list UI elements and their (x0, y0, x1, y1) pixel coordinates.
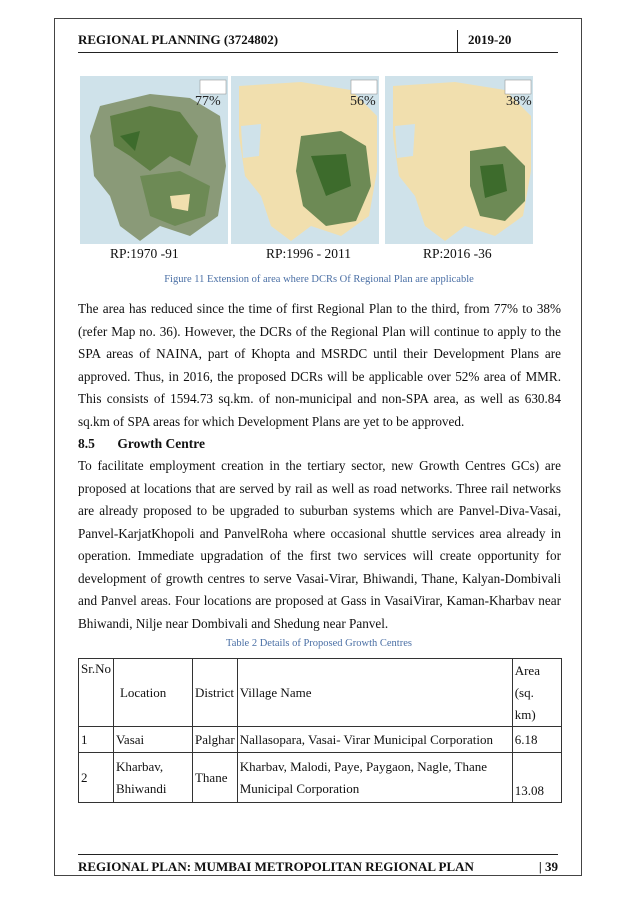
header-area (512, 659, 561, 727)
cell-village (237, 753, 512, 803)
cell-location: Vasai (113, 727, 192, 753)
header-divider (457, 30, 458, 52)
growth-centres-table (78, 658, 562, 803)
cell-village-line1: Kharbav, Malodi, Paye, Paygaon, Nagle, Thane (239, 758, 487, 774)
footer-title: REGIONAL PLAN: MUMBAI METROPOLITAN REGIONAL PLAN (78, 859, 474, 874)
page-footer (78, 854, 558, 877)
map-2016 (385, 76, 533, 244)
section-number: 8.5 (78, 436, 95, 451)
cell-area: 13.08 (512, 753, 561, 803)
map-1996-percent: 56% (350, 94, 376, 109)
map-1970-percent: 77% (195, 94, 221, 109)
map-1970-label: RP:1970 -91 (110, 246, 179, 261)
map-2016-label: RP:2016 -36 (423, 246, 492, 261)
section-title: Growth Centre (117, 436, 205, 451)
header-location: Location (113, 659, 192, 727)
map-1996 (231, 76, 379, 244)
header-title: REGIONAL PLANNING (3724802) (78, 32, 279, 47)
header-village: Village Name (237, 659, 512, 727)
header-area-line1: Area (514, 662, 540, 678)
paragraph-dcr-area: The area has reduced since the time of first Regional Plan to the third, from 77% to 38% (refer Map no. 36). However, the DCRs of the Regional Plan will continue to apply to the SPA areas of NAINA, part of Khopta and MSRDC until their Development Plans are approved. Thus, in 2016, the proposed DCRs will be applicable over 52% area of MMR. This consists of 1594.73 sq.km. of non-municipal and non-SPA area, as well as 630.84 sq.km of SPA areas for which Development Plans are yet to be approved. (78, 301, 561, 429)
table-row (79, 753, 562, 803)
figure-maps (80, 76, 550, 244)
cell-location (113, 753, 192, 803)
cell-srno: 2 (79, 753, 114, 803)
map-2016-percent: 38% (506, 94, 532, 109)
header-year: 2019-20 (468, 32, 512, 47)
map-1996-label: RP:1996 - 2011 (266, 246, 352, 261)
cell-village: Nallasopara, Vasai- Virar Municipal Corporation (237, 727, 512, 753)
cell-location-line1: Kharbav, (115, 758, 164, 774)
header-area-line3: km) (514, 706, 536, 722)
header-district: District (192, 659, 237, 727)
table-caption: Table 2 Details of Proposed Growth Centres (226, 638, 412, 649)
header-area-line2: (sq. (514, 684, 534, 700)
cell-district: Thane (192, 753, 237, 803)
section-heading (78, 436, 205, 452)
table-header-row (79, 659, 562, 727)
header-srno: Sr.No (79, 659, 114, 727)
paragraph-growth-centre: To facilitate employment creation in the tertiary sector, new Growth Centres GCs) are proposed at locations that are served by rail as well as road networks. Three rail networks are already proposed to be upgraded to suburban systems which are Panvel-Diva-Vasai, Panvel-KarjatKhopoli and PanvelRoha where occasional shuttle services area already in operation. Immediate upgradation of the first two services will create opportunity for development of growth centres to serve Vasai-Virar, Bhiwandi, Thane, Kalyan-Dombivali and Panvel areas. Four locations are proposed at Gass in VasaiVirar, Kaman-Kharbav near Bhiwandi, Nilje near Dombivali and Shedung near Panvel. (78, 458, 561, 631)
map-1970 (80, 76, 228, 244)
cell-srno: 1 (79, 727, 114, 753)
cell-village-line2: Municipal Corporation (239, 780, 360, 796)
table-row (79, 727, 562, 753)
cell-area: 6.18 (512, 727, 561, 753)
page-number: | 39 (538, 859, 558, 874)
cell-location-line2: Bhiwandi (115, 780, 167, 796)
page-header (78, 30, 558, 53)
cell-district: Palghar (192, 727, 237, 753)
figure-caption: Figure 11 Extension of area where DCRs Of Regional Plan are applicable (164, 274, 474, 285)
